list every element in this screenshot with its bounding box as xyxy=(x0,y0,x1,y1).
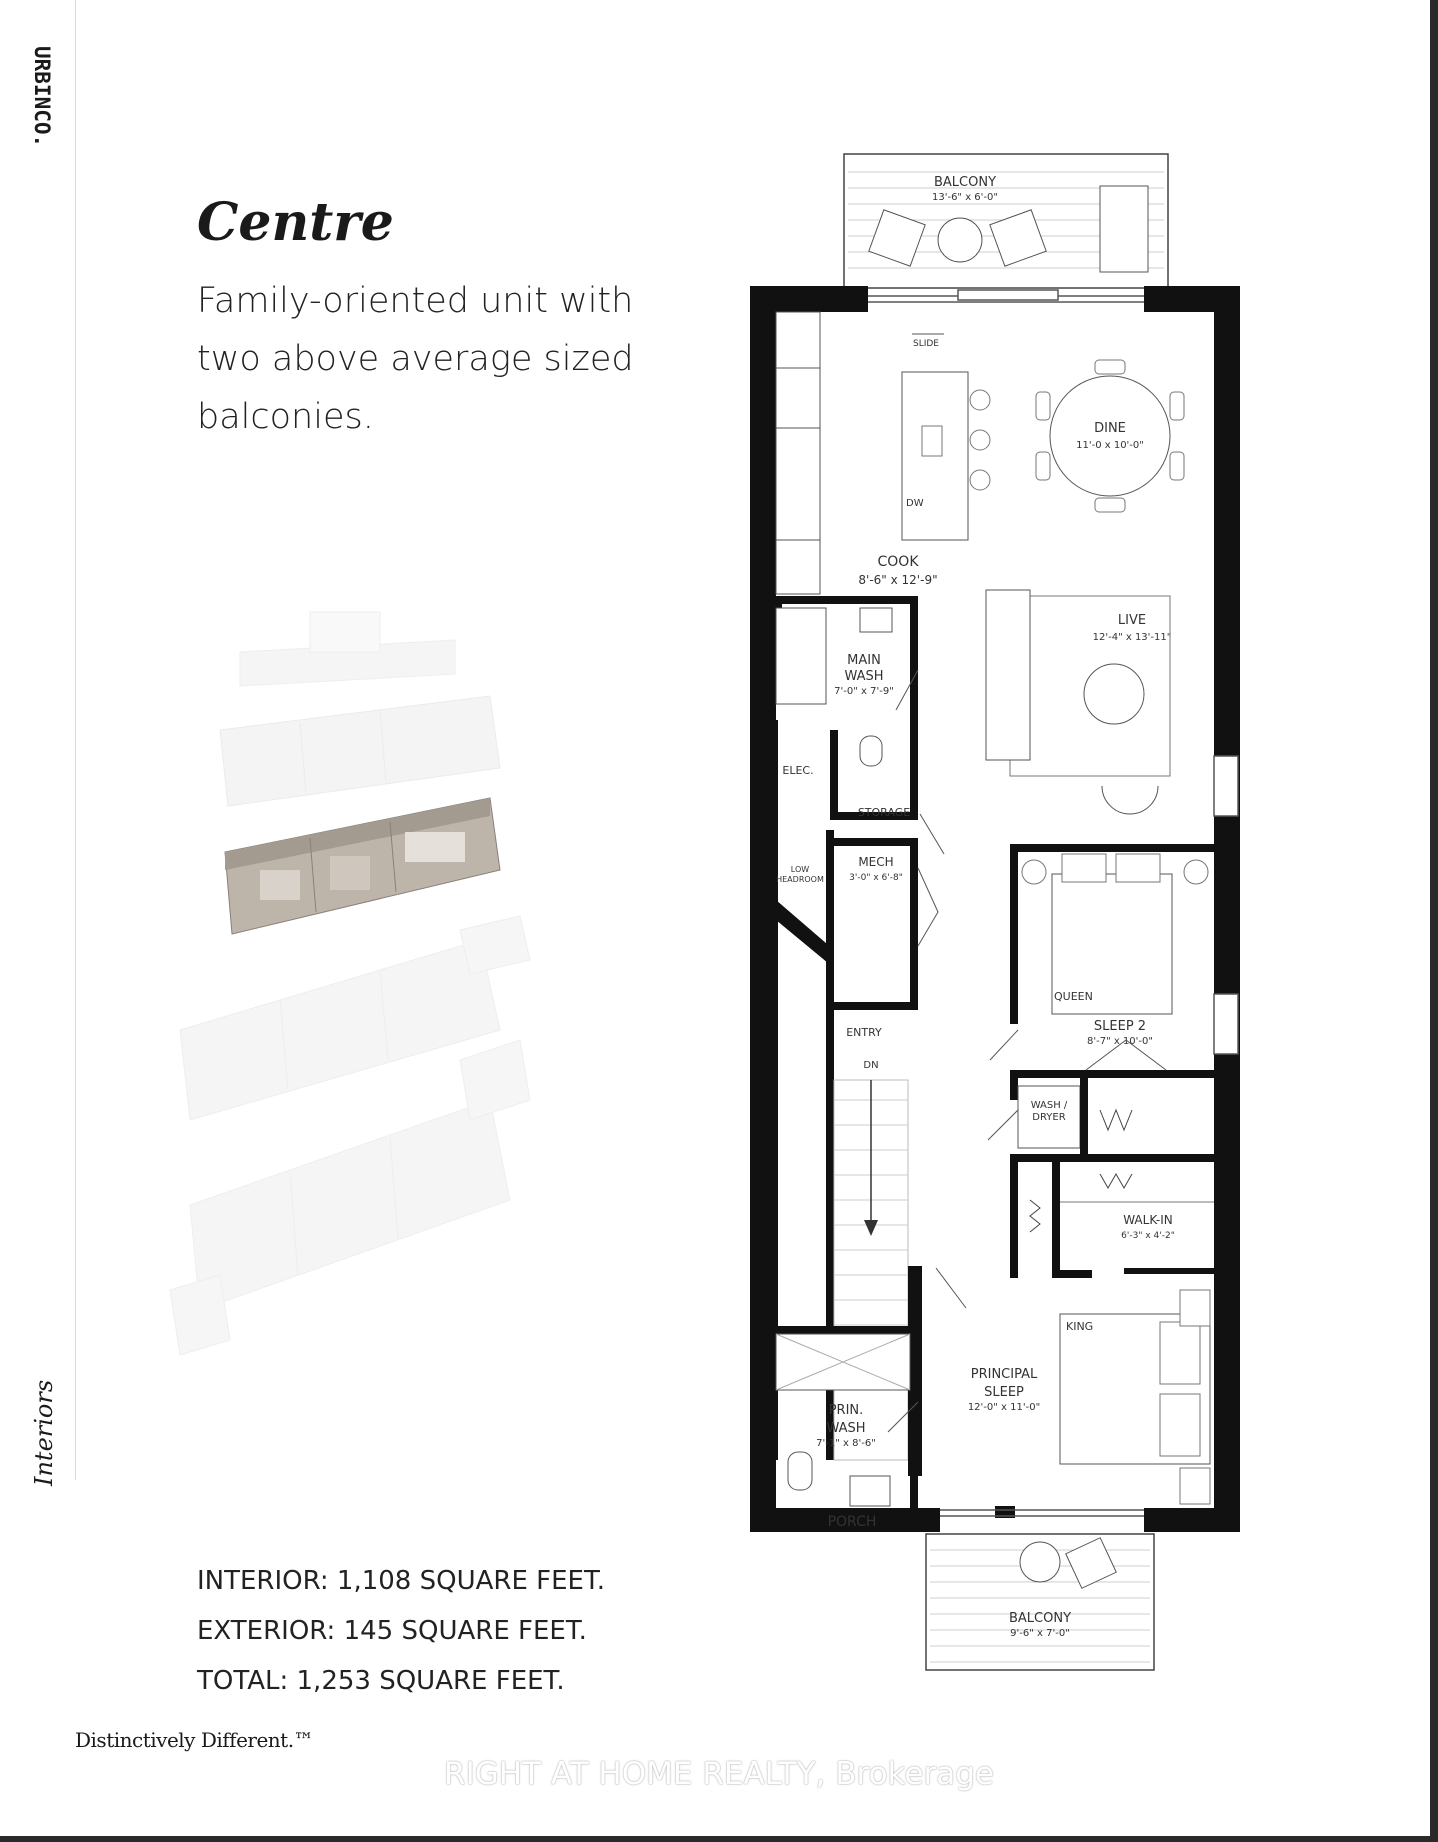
margin-rule xyxy=(75,0,76,1480)
label-balcony-top: BALCONY xyxy=(933,175,997,190)
brokerage-watermark: RIGHT AT HOME REALTY, Brokerage xyxy=(444,1756,994,1792)
main-wash[interactable] xyxy=(770,596,918,820)
label-live: LIVE xyxy=(1117,613,1147,628)
dims-balcony-bottom: 9'-6" x 7'-0" xyxy=(1010,1628,1070,1639)
exterior-area: EXTERIOR: 145 SQUARE FEET. xyxy=(197,1616,587,1646)
floor-plan xyxy=(740,150,1250,1680)
label-principal-2: SLEEP xyxy=(984,1385,1024,1400)
label-sleep-2: SLEEP 2 xyxy=(1093,1019,1147,1034)
brand-logo xyxy=(28,46,56,148)
label-dw: DW xyxy=(906,498,924,509)
label-main-wash-1: MAIN xyxy=(847,653,881,668)
label-main-wash-2: WASH xyxy=(844,669,884,684)
label-wash-2: DRYER xyxy=(1032,1112,1066,1123)
unit-title: Centre xyxy=(197,192,394,253)
label-king: KING xyxy=(1066,1320,1094,1333)
balcony-top[interactable] xyxy=(844,154,1168,288)
balcony-bottom[interactable] xyxy=(926,1534,1154,1670)
section-text: Interiors xyxy=(30,1379,58,1486)
label-prin-wash-1: PRIN. xyxy=(828,1403,864,1418)
dims-prin-wash: 7'-1" x 8'-6" xyxy=(816,1438,876,1449)
dims-balcony-top: 13'-6" x 6'-0" xyxy=(931,192,999,203)
label-dine: DINE xyxy=(1094,421,1126,436)
principal-bedroom[interactable] xyxy=(968,1290,1210,1504)
dims-principal: 12'-0" x 11'-0" xyxy=(967,1402,1041,1413)
iso-level-upper xyxy=(220,696,500,806)
unit-description: Family-oriented unit with two above average sized balconies. xyxy=(197,281,634,437)
dims-dine: 11'-0 x 10'-0" xyxy=(1076,440,1144,451)
label-low-headroom-2: HEADROOM xyxy=(776,875,824,884)
iso-level-highlighted[interactable] xyxy=(225,798,500,934)
label-balcony-bottom: BALCONY xyxy=(1008,1611,1072,1626)
dims-walk-in: 6'-3" x 4'-2" xyxy=(1121,1231,1175,1241)
label-low-headroom-1: LOW xyxy=(790,865,810,874)
label-storage: STORAGE xyxy=(857,806,911,819)
label-entry: ENTRY xyxy=(846,1026,882,1039)
label-queen: QUEEN xyxy=(1054,990,1093,1003)
label-walk-in: WALK-IN xyxy=(1123,1213,1173,1227)
kitchen[interactable] xyxy=(776,312,990,594)
label-slide: SLIDE xyxy=(913,339,939,349)
dims-cook: 8'-6" x 12'-9" xyxy=(858,573,938,587)
dims-sleep-2: 8'-7" x 10'-0" xyxy=(1086,1036,1154,1047)
label-principal-1: PRINCIPAL xyxy=(970,1367,1038,1382)
iso-level-roof xyxy=(240,612,455,686)
area-summary xyxy=(197,1556,605,1706)
label-prin-wash-2: WASH xyxy=(826,1421,866,1436)
total-area: TOTAL: 1,253 SQUARE FEET. xyxy=(197,1666,565,1696)
label-wash-1: WASH / xyxy=(1030,1100,1068,1111)
dims-mech: 3'-0" x 6'-8" xyxy=(849,873,903,883)
living-room[interactable] xyxy=(986,590,1171,814)
bedroom-sleep-2[interactable] xyxy=(990,844,1220,1078)
label-cook: COOK xyxy=(877,554,919,570)
interior-area: INTERIOR: 1,108 SQUARE FEET. xyxy=(197,1566,606,1596)
brand-text: URBINCO. xyxy=(30,46,54,148)
laundry-walkin[interactable] xyxy=(988,1070,1220,1278)
label-elec: ELEC. xyxy=(782,764,814,777)
dims-live: 12'-4" x 13'-11" xyxy=(1092,632,1172,643)
isometric-building-illustration xyxy=(160,600,580,1360)
section-label xyxy=(30,1379,60,1490)
dims-main-wash: 7'-0" x 7'-9" xyxy=(834,686,894,697)
dining[interactable] xyxy=(1036,360,1184,512)
label-dn: DN xyxy=(863,1060,879,1071)
label-mech: MECH xyxy=(858,855,894,869)
tagline: Distinctively Different.™ xyxy=(75,1728,314,1752)
label-porch: PORCH xyxy=(827,1514,877,1530)
